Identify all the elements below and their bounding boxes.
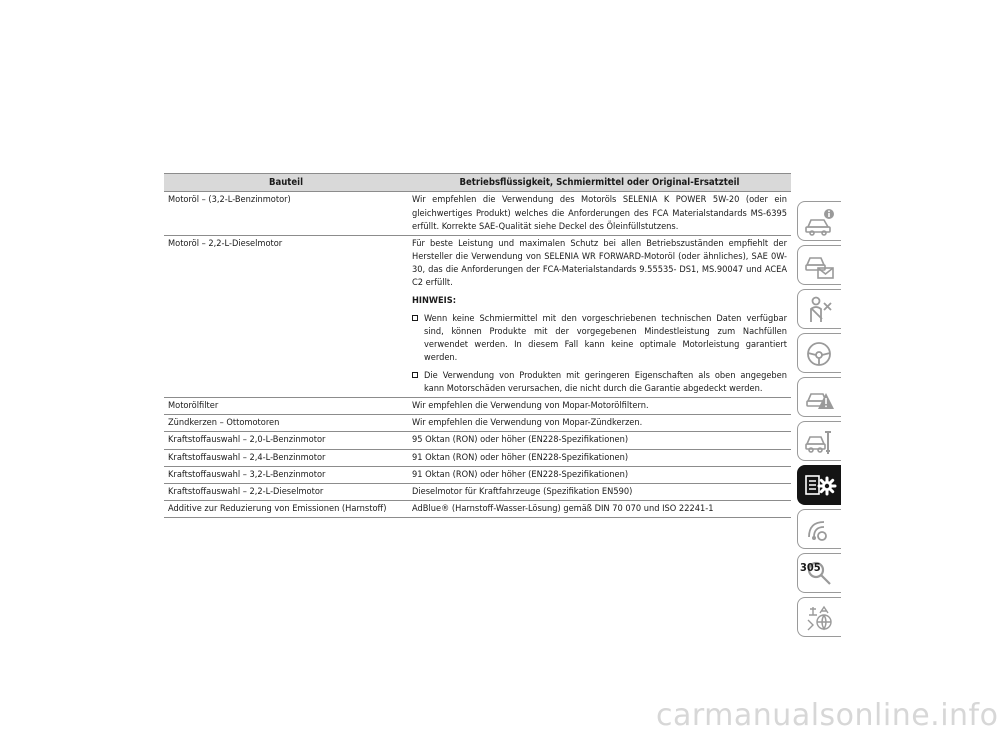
row-component: Additive zur Reduzierung von Emissionen (Harnstoff) [164,500,408,517]
row-component: Motorölfilter [164,398,408,415]
row-description: Wir empfehlen die Verwendung des Motoröls SELENIA K POWER 5W-20 (oder ein gleichwertiges Produkt) welches die Anforderungen des FCA Materialstandards MS-6395 erfüllt. Korrekte SAE-Qualität siehe Deckel des Öleinfüllstutzens. [408,192,791,235]
table-row [164,449,791,466]
table-row [164,500,791,517]
note-text: Wenn keine Schmiermittel mit den vorgeschriebenen technischen Daten verfügbar sind, können Produkte mit der vorgegebenen Mindestleistung zum Nachfüllen verwendet werden. In diesem Fall kann keine optimale Motorleistung garantiert werden. [424,312,787,364]
chapter-tab-servicing[interactable] [797,421,841,461]
row-description: Dieselmotor für Kraftfahrzeuge (Spezifikation EN590) [408,483,791,500]
row-description: Wir empfehlen die Verwendung von Mopar-Zündkerzen. [408,415,791,432]
row-description [408,235,791,398]
row-description: 95 Oktan (RON) oder höher (EN228-Spezifikationen) [408,432,791,449]
row-component: Motoröl – (3,2-L-Benzinmotor) [164,192,408,235]
row-description: AdBlue® (Harnstoff-Wasser-Lösung) gemäß DIN 70 070 und ISO 22241-1 [408,500,791,517]
square-bullet-icon [412,372,418,378]
row-description: 91 Oktan (RON) oder höher (EN228-Spezifikationen) [408,449,791,466]
car-info-icon [804,207,836,237]
table-row [164,235,791,398]
steering-wheel-icon [804,339,836,369]
row-component: Zündkerzen – Ottomotoren [164,415,408,432]
seatbelt-safety-icon [804,295,836,325]
row-component: Motoröl – 2,2-L-Dieselmotor [164,235,408,398]
chapter-tab-safety[interactable] [797,289,841,329]
note-title: HINWEIS: [412,294,457,306]
row-component: Kraftstoffauswahl – 2,2-L-Dieselmotor [164,483,408,500]
car-service-icon [804,427,836,457]
car-mail-icon [804,251,836,281]
table-row [164,466,791,483]
table-row [164,483,791,500]
chapter-tab-multimedia[interactable] [797,509,841,549]
row-component: Kraftstoffauswahl – 3,2-L-Benzinmotor [164,466,408,483]
header-fluid: Betriebsflüssigkeit, Schmiermittel oder Original-Ersatzteil [408,174,791,192]
chapter-tab-getting-to-know[interactable] [797,245,841,285]
chapter-tab-languages[interactable] [797,597,841,637]
table-row [164,415,791,432]
row-description: Wir empfehlen die Verwendung von Mopar-Motorölfiltern. [408,398,791,415]
chapter-tab-starting-operating[interactable] [797,333,841,373]
note-item [412,312,787,364]
row-description: 91 Oktan (RON) oder höher (EN228-Spezifikationen) [408,466,791,483]
note-item [412,369,787,395]
warning-triangle-icon [804,383,836,413]
header-component: Bauteil [164,174,408,192]
row-component: Kraftstoffauswahl – 2,4-L-Benzinmotor [164,449,408,466]
row-description-text: Für beste Leistung und maximalen Schutz bei allen Betriebszuständen empfiehlt der Hersteller die Verwendung von SELENIA WR FORWARD-Motoröl (oder ähnliches), SAE 0W-30, das die Anforderungen der FCA-Materialstandards 9.55535- DS1, MS.90047 und ACEA C2 erfüllt. [412,237,787,288]
table-row [164,192,791,235]
specification-table [164,173,791,518]
note-text: Die Verwendung von Produkten mit geringeren Eigenschaften als oben angegeben kann Motorschäden verursachen, die nicht durch die Garantie abgedeckt werden. [424,370,787,395]
specifications-gear-icon [804,471,836,501]
watermark: carmanualsonline.info [656,698,998,733]
multimedia-icon [804,515,836,545]
table-row [164,432,791,449]
chapter-tab-vehicle[interactable] [797,201,841,241]
chapter-tab-technical-specs[interactable] [797,465,841,505]
chapter-tabs [797,201,841,641]
table-header-row [164,174,791,192]
language-index-icon [804,603,836,633]
page-number: 305 [800,561,821,574]
square-bullet-icon [412,315,418,321]
table-row [164,398,791,415]
chapter-tab-emergency[interactable] [797,377,841,417]
row-component: Kraftstoffauswahl – 2,0-L-Benzinmotor [164,432,408,449]
